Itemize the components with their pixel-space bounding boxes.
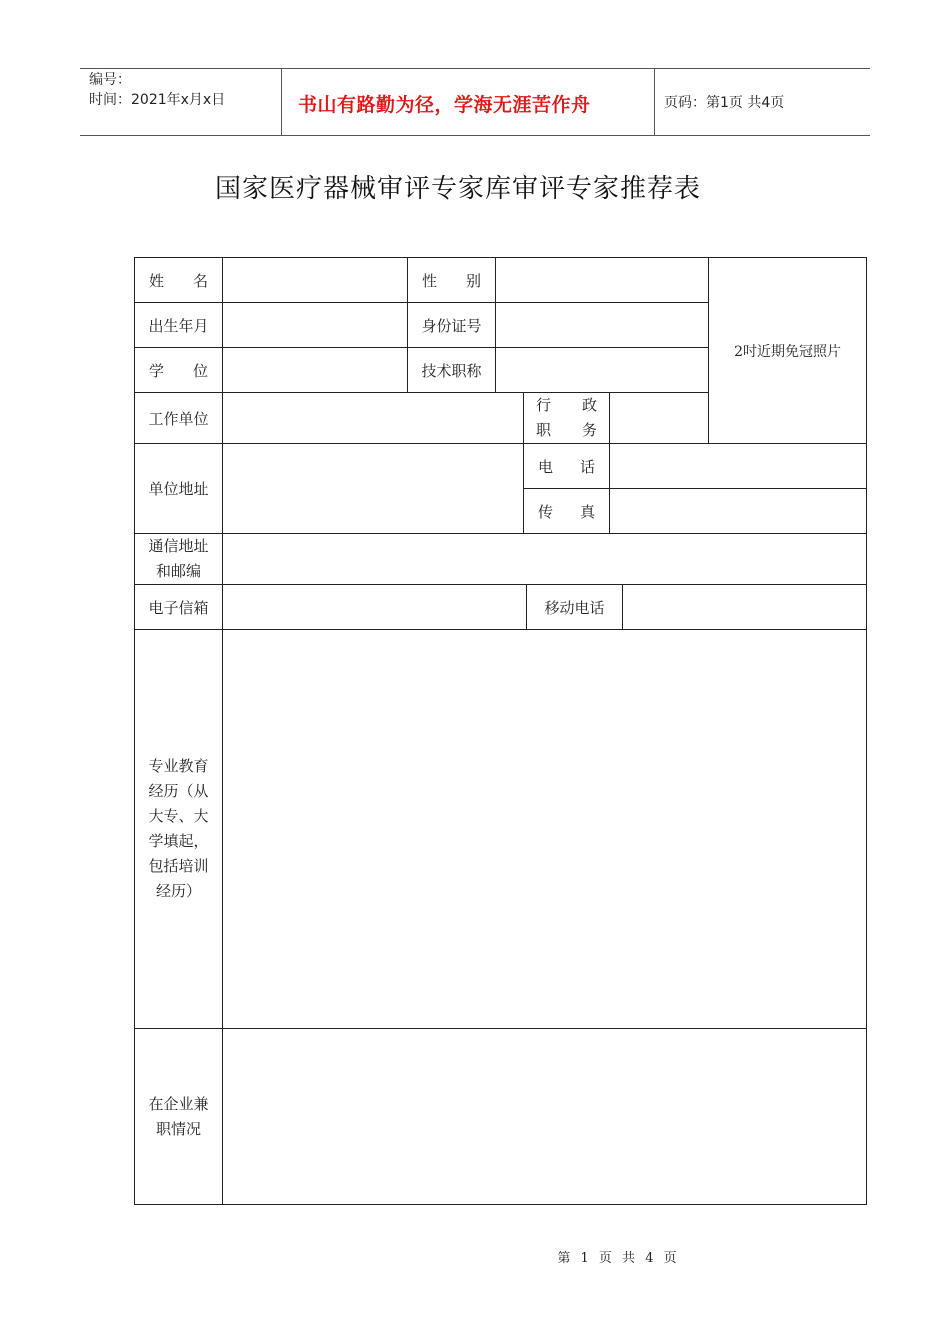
document-number-label: 编号： [89,72,131,88]
phone-field[interactable] [610,444,867,489]
header-divider-left [281,68,282,135]
mobile-field[interactable] [623,585,867,630]
email-label: 电子信箱 [135,585,223,630]
admin-post-field[interactable] [610,393,709,444]
page-info-label: 页码：第1页 共4页 [664,95,785,111]
document-time-label: 时间：2021年x月x日 [89,92,226,108]
tech-title-field[interactable] [496,348,709,393]
education-field[interactable] [223,630,867,1029]
degree-label: 学 位 [135,348,223,393]
admin-post-label: 行 政 职 务 [524,393,610,444]
header-divider-right [654,68,655,135]
mobile-label: 移动电话 [527,585,623,630]
unit-address-label: 单位地址 [135,444,223,534]
recommendation-form [134,257,867,1205]
name-label: 姓 名 [135,258,223,303]
form-row-mail-address [135,534,867,585]
id-number-label: 身份证号 [408,303,496,348]
mail-address-field[interactable] [223,534,867,585]
name-field[interactable] [223,258,408,303]
fax-field[interactable] [610,489,867,534]
gender-field[interactable] [496,258,709,303]
photo-placeholder-text: 2吋近期免冠照片 [734,343,842,360]
mail-address-label: 通信地址 和邮编 [135,534,223,585]
part-time-field[interactable] [223,1029,867,1205]
phone-label: 电 话 [524,444,610,489]
work-unit-field[interactable] [223,393,524,444]
birth-date-label: 出生年月 [135,303,223,348]
photo-placeholder[interactable] [709,258,867,444]
fax-label: 传 真 [524,489,610,534]
education-label: 专业教育 经历（从 大专、大 学填起， 包括培训 经历） [135,630,223,1029]
work-unit-label: 工作单位 [135,393,223,444]
form-row-education [135,630,867,1029]
id-number-field[interactable] [496,303,709,348]
email-field[interactable] [223,585,527,630]
form-row-part-time [135,1029,867,1205]
form-row-address [135,444,867,489]
part-time-label: 在企业兼 职情况 [135,1029,223,1205]
unit-address-field[interactable] [223,444,524,534]
form-row-email [135,585,867,630]
header-top-rule [80,68,870,69]
gender-label: 性 别 [408,258,496,303]
tech-title-label: 技术职称 [408,348,496,393]
birth-date-field[interactable] [223,303,408,348]
page-footer: 第 1 页 共 4 页 [557,1251,677,1266]
degree-field[interactable] [223,348,408,393]
form-row-name [135,258,867,303]
page-title: 国家医疗器械审评专家库审评专家推荐表 [214,174,701,204]
header-bottom-rule [80,135,870,136]
header-motto: 书山有路勤为径，学海无涯苦作舟 [298,94,591,116]
